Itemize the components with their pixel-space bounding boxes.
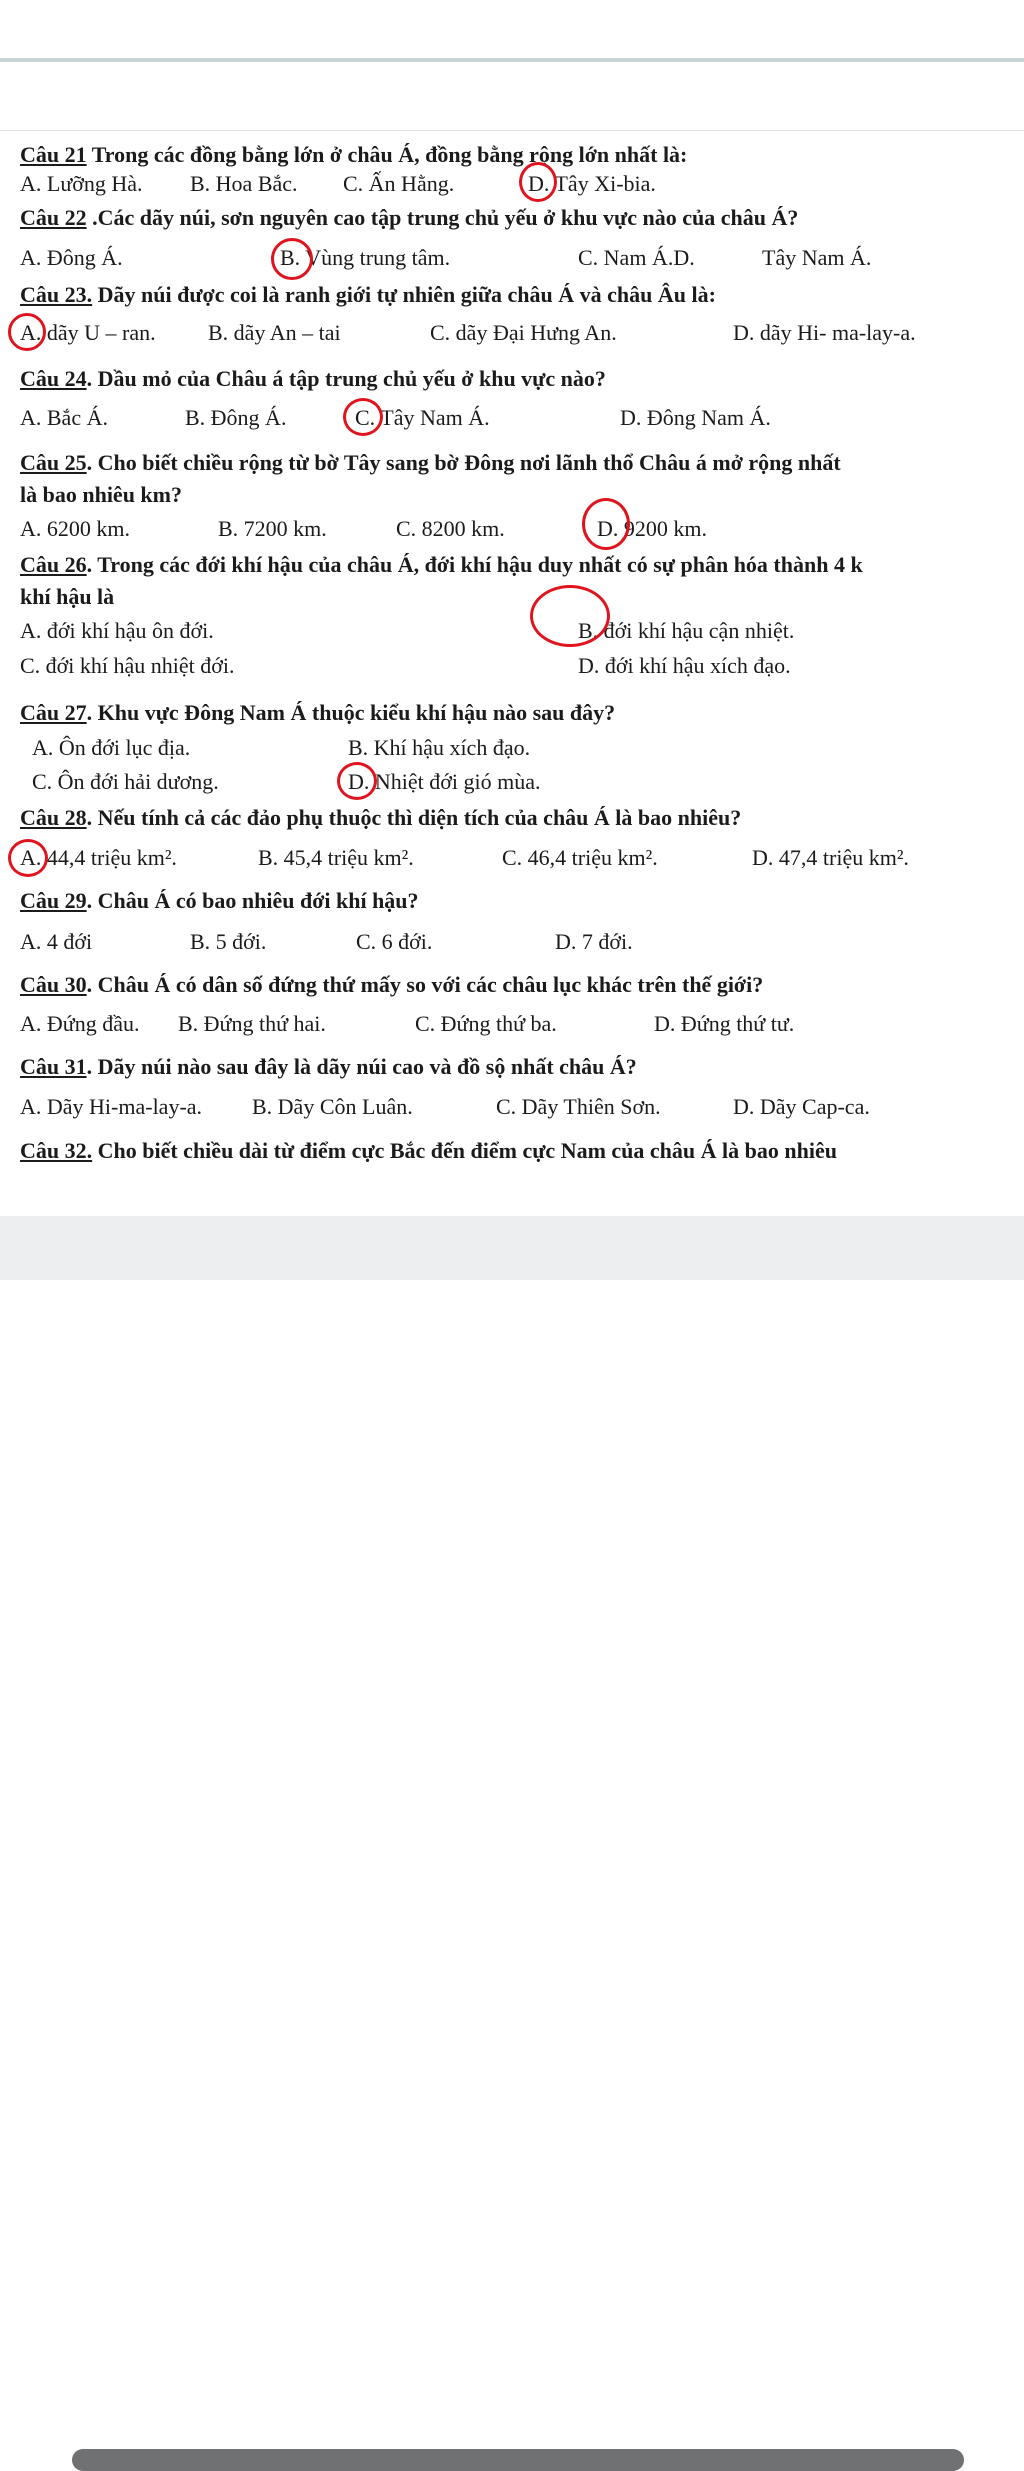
answer-circle-q25 <box>582 498 630 550</box>
question-32 <box>20 1138 837 1164</box>
q23-option-a: A. dãy U – ran. <box>20 320 156 345</box>
answer-circle-q21 <box>519 162 557 202</box>
q27-option-b: B. Khí hậu xích đạo. <box>348 735 531 760</box>
question-number: Câu 31 <box>20 1054 87 1079</box>
answer-circle-q28 <box>8 839 48 877</box>
question-25 <box>20 450 841 476</box>
question-26 <box>20 552 863 578</box>
q28-option-c: C. 46,4 triệu km². <box>502 845 658 870</box>
question-number: Câu 23. <box>20 282 93 307</box>
q22-option-d: Tây Nam Á. <box>762 245 872 270</box>
q29-option-b: B. 5 đới. <box>190 929 267 954</box>
q30-option-b: B. Đứng thứ hai. <box>178 1011 326 1036</box>
question-text: Dãy núi được coi là ranh giới tự nhiên giữa châu Á và châu Âu là: <box>92 282 716 307</box>
question-number: Câu 30 <box>20 972 87 997</box>
q23-option-c: C. dãy Đại Hưng An. <box>430 320 617 345</box>
question-29 <box>20 888 419 914</box>
q28-option-a: A. 44,4 triệu km². <box>20 845 177 870</box>
q26-option-d: D. đới khí hậu xích đạo. <box>578 653 791 678</box>
q25-option-a: A. 6200 km. <box>20 516 130 541</box>
q29-option-c: C. 6 đới. <box>356 929 433 954</box>
question-24 <box>20 366 606 392</box>
question-23 <box>20 282 716 308</box>
question-number: Câu 26 <box>20 552 87 577</box>
q22-option-a: A. Đông Á. <box>20 245 123 270</box>
q31-option-d: D. Dãy Cap-ca. <box>733 1094 870 1119</box>
q28-option-b: B. 45,4 triệu km². <box>258 845 414 870</box>
question-text: . Nếu tính cả các đảo phụ thuộc thì diện tích của châu Á là bao nhiêu? <box>86 805 742 830</box>
q26-option-c: C. đới khí hậu nhiệt đới. <box>20 653 235 678</box>
q23-option-d: D. dãy Hi- ma-lay-a. <box>733 320 916 345</box>
q22-option-b: B. Vùng trung tâm. <box>280 245 451 270</box>
question-text: . Dãy núi nào sau đây là dãy núi cao và đồ sộ nhất châu Á? <box>86 1054 637 1079</box>
q21-option-b: B. Hoa Bắc. <box>190 171 298 196</box>
q29-option-a: A. 4 đới <box>20 929 93 954</box>
question-number: Câu 25 <box>20 450 87 475</box>
question-22 <box>20 205 798 231</box>
answer-circle-q22 <box>271 238 313 280</box>
q21-option-c: C. Ấn Hằng. <box>343 171 455 196</box>
answer-circle-q23 <box>8 313 46 351</box>
q21-option-d: D. Tây Xi-bia. <box>528 171 656 196</box>
question-27 <box>20 700 615 726</box>
q31-option-b: B. Dãy Côn Luân. <box>252 1094 413 1119</box>
q30-option-c: C. Đứng thứ ba. <box>415 1011 557 1036</box>
scrollbar-thumb[interactable] <box>72 2449 964 2471</box>
answer-circle-q27 <box>337 762 377 800</box>
question-text: . Trong các đới khí hậu của châu Á, đới khí hậu duy nhất có sự phân hóa thành 4 k <box>86 552 863 577</box>
q21-option-a: A. Lưỡng Hà. <box>20 171 143 196</box>
q27-option-d: D. Nhiệt đới gió mùa. <box>348 769 541 794</box>
question-number: Câu 22 <box>20 205 87 230</box>
question-28 <box>20 805 741 831</box>
question-text: . Khu vực Đông Nam Á thuộc kiểu khí hậu nào sau đây? <box>86 700 616 725</box>
q31-option-a: A. Dãy Hi-ma-lay-a. <box>20 1094 203 1119</box>
q24-option-c: C. Tây Nam Á. <box>355 405 490 430</box>
question-number: Câu 24 <box>20 366 87 391</box>
q29-option-d: D. 7 đới. <box>555 929 633 954</box>
q30-option-a: A. Đứng đầu. <box>20 1011 140 1036</box>
q26-option-a: A. đới khí hậu ôn đới. <box>20 618 214 643</box>
q27-option-c: C. Ôn đới hải dương. <box>32 769 219 794</box>
question-number: Câu 21 <box>20 142 87 167</box>
q23-option-b: B. dãy An – tai <box>208 320 341 345</box>
question-25-cont: là bao nhiêu km? <box>20 482 182 507</box>
question-text: . Cho biết chiều rộng từ bờ Tây sang bờ Đông nơi lãnh thổ Châu á mở rộng nhất <box>86 450 841 475</box>
horizontal-scrollbar-track[interactable] <box>0 1216 1024 1280</box>
q27-option-a: A. Ôn đới lục địa. <box>32 735 191 760</box>
q24-option-b: B. Đông Á. <box>185 405 287 430</box>
q25-option-d: D. 9200 km. <box>597 516 707 541</box>
question-text: . Dầu mỏ của Châu á tập trung chủ yếu ở khu vực nào? <box>86 366 606 391</box>
question-30 <box>20 972 763 998</box>
question-text: .Các dãy núi, sơn nguyên cao tập trung chủ yếu ở khu vực nào của châu Á? <box>86 205 799 230</box>
answer-circle-q24 <box>343 398 383 436</box>
q30-option-d: D. Đứng thứ tư. <box>654 1011 795 1036</box>
q31-option-c: C. Dãy Thiên Sơn. <box>496 1094 661 1119</box>
question-text: Trong các đồng bằng lớn ở châu Á, đồng bằng rộng lớn nhất là: <box>86 142 688 167</box>
question-number: Câu 27 <box>20 700 87 725</box>
q28-option-d: D. 47,4 triệu km². <box>752 845 909 870</box>
q26-option-b: B. đới khí hậu cận nhiệt. <box>578 618 795 643</box>
question-number: Câu 29 <box>20 888 87 913</box>
q24-option-a: A. Bắc Á. <box>20 405 108 430</box>
question-text: . Châu Á có dân số đứng thứ mấy so với các châu lục khác trên thế giới? <box>86 972 764 997</box>
answer-circle-q26 <box>530 585 610 647</box>
q24-option-d: D. Đông Nam Á. <box>620 405 771 430</box>
question-21 <box>20 142 687 168</box>
question-text: . Châu Á có bao nhiêu đới khí hậu? <box>86 888 419 913</box>
question-26-cont: khí hậu là <box>20 584 115 609</box>
q25-option-c: C. 8200 km. <box>396 516 505 541</box>
q25-option-b: B. 7200 km. <box>218 516 327 541</box>
question-number: Câu 28 <box>20 805 87 830</box>
question-31 <box>20 1054 637 1080</box>
question-number: Câu 32. <box>20 1138 93 1163</box>
question-text: Cho biết chiều dài từ điểm cực Bắc đến điểm cực Nam của châu Á là bao nhiêu <box>92 1138 837 1163</box>
q22-option-c: C. Nam Á.D. <box>578 245 695 270</box>
